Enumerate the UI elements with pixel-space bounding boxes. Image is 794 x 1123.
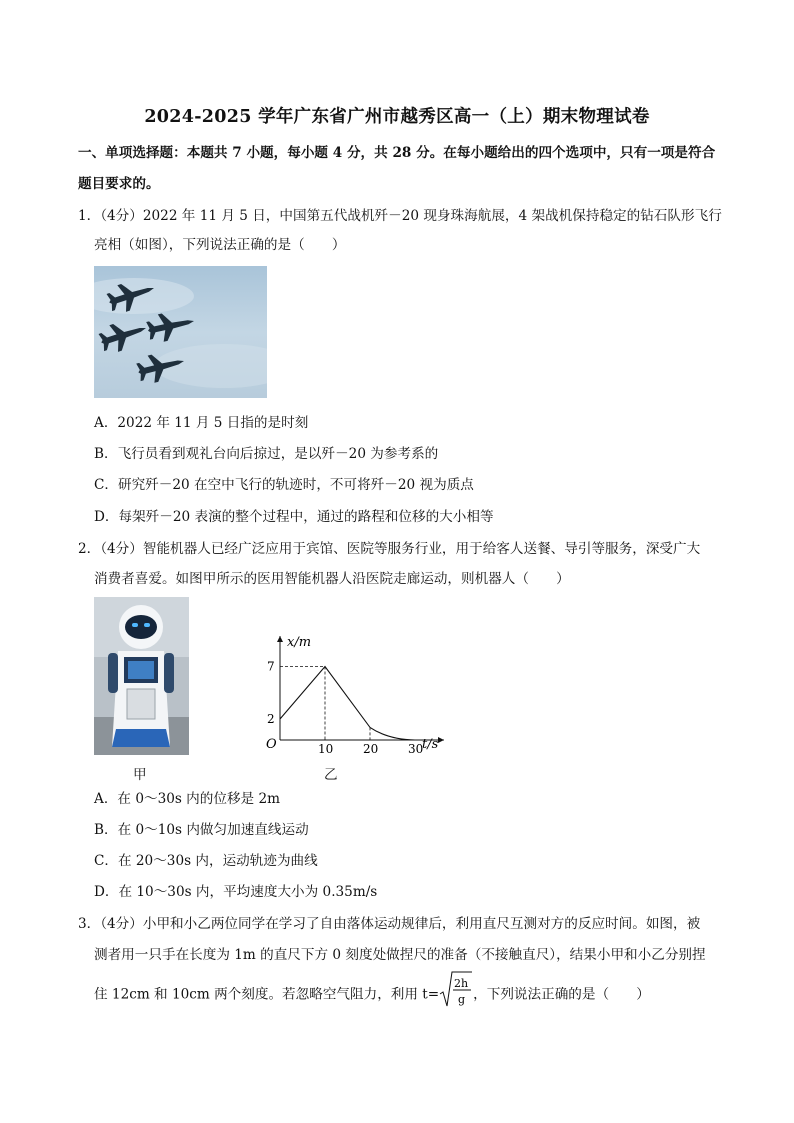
q1-option-c: C．研究歼－20 在空中飞行的轨迹时，不可将歼－20 视为质点 bbox=[94, 477, 474, 493]
section-heading-line1: 一、单项选择题：本题共 7 小题，每小题 4 分，共 28 分。在每小题给出的四个选项中，只有一项是符合 bbox=[78, 145, 716, 161]
q1-stem-line1: 1．（4分）2022 年 11 月 5 日，中国第五代战机歼－20 现身珠海航展，4 架战机保持稳定的钻石队形飞行 bbox=[78, 208, 722, 224]
q3-stem-line2: 测者用一只手在长度为 1m 的直尺下方 0 刻度处做捏尺的准备（不接触直尺），结果小甲和小乙分别捏 bbox=[94, 947, 706, 963]
q3-line3-post: ，下列说法正确的是（ ） bbox=[473, 986, 650, 1003]
fighter-jets-photo bbox=[94, 266, 267, 398]
page-title: 2024-2025 学年广东省广州市越秀区高一（上）期末物理试卷 bbox=[144, 107, 650, 127]
q3-line3-pre: 住 12cm 和 10cm 两个刻度。若忽略空气阻力，利用 t= bbox=[94, 986, 440, 1003]
q2-stem-line1: 2．（4分）智能机器人已经广泛应用于宾馆、医院等服务行业，用于给客人送餐、导引等服务，深受广大 bbox=[78, 541, 701, 557]
formula-denominator: g bbox=[458, 993, 466, 1006]
x-t-curve bbox=[280, 667, 424, 741]
section-heading-line2: 题目要求的。 bbox=[78, 176, 160, 192]
medical-robot-photo bbox=[94, 597, 189, 755]
q2-stem-line2: 消费者喜爱。如图甲所示的医用智能机器人沿医院走廊运动，则机器人（ ） bbox=[94, 571, 570, 587]
y-tick-label: 7 bbox=[267, 659, 275, 674]
sqrt-formula bbox=[439, 977, 473, 1010]
displacement-time-graph bbox=[262, 630, 452, 760]
caption-jia: 甲 bbox=[133, 767, 147, 783]
q3-stem-line1: 3．（4分）小甲和小乙两位同学在学习了自由落体运动规律后，利用直尺互测对方的反应时间。如图，被 bbox=[78, 916, 701, 932]
y-tick-label: 2 bbox=[267, 712, 275, 726]
q1-stem-line2: 亮相（如图），下列说法正确的是（ ） bbox=[94, 237, 346, 253]
x-tick-label: 20 bbox=[363, 742, 379, 756]
origin-label: O bbox=[266, 737, 277, 752]
q1-option-b: B．飞行员看到观礼台向后掠过，是以歼－20 为参考系的 bbox=[94, 446, 439, 462]
q2-option-b: B．在 0～10s 内做匀加速直线运动 bbox=[94, 822, 309, 838]
q2-option-d: D．在 10～30s 内，平均速度大小为 0.35m/s bbox=[94, 884, 378, 900]
formula-numerator: 2h bbox=[454, 977, 469, 990]
y-axis-label: x/m bbox=[287, 635, 312, 650]
q2-option-a: A．在 0～30s 内的位移是 2m bbox=[94, 791, 280, 807]
x-axis-label: t/s bbox=[422, 737, 439, 752]
q2-option-c: C．在 20～30s 内，运动轨迹为曲线 bbox=[94, 853, 318, 869]
q1-option-d: D．每架歼－20 表演的整个过程中，通过的路程和位移的大小相等 bbox=[94, 509, 494, 525]
x-tick-label: 30 bbox=[408, 742, 424, 756]
q3-stem-line3 bbox=[94, 977, 650, 1010]
q1-option-a: A．2022 年 11 月 5 日指的是时刻 bbox=[94, 415, 309, 431]
x-tick-label: 10 bbox=[318, 742, 334, 756]
caption-yi: 乙 bbox=[324, 767, 338, 783]
